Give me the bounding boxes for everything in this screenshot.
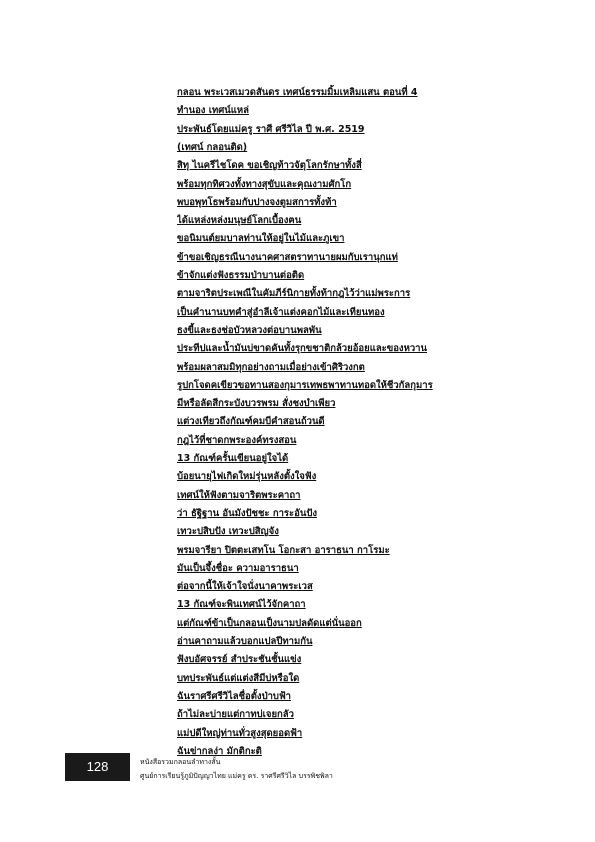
poem-line: พบอพุทโธพร้อมกับปางจงตูมสการทั้งท้า bbox=[177, 196, 337, 208]
poem-line: ได้แหล่งหล่งมนุษย์โลกเบื้องฅน bbox=[177, 215, 302, 227]
poem-line: ข้าจักแต่งฟังธรรมป่าบานต่อติด bbox=[177, 270, 305, 282]
poem-line: เป็นคำนานบทคำสู่อำลีเจ้าแต่งคอกไม้และเทียนทอง bbox=[177, 306, 385, 318]
poem-line: ต่อจากนี้ให้เจ้าใจนั่งนาคาพระเวส bbox=[177, 581, 313, 593]
poem-line: กฎไว้ที่ชาดกพระองค์ทรงสอน bbox=[177, 434, 297, 446]
poem-line: ตามจาริตประเพณีในคัมภีร์นิกายทั้งท้ากฎไว้ว่าแม่พระการ bbox=[177, 288, 411, 300]
poem-body bbox=[177, 139, 577, 761]
poem-line: ฟังบอัศจรรย์ สำประชันชั้นแข่ง bbox=[177, 654, 302, 666]
poem-line: ประทีปและน้ำมันบ่ขาดคันทั้งรุกขชาติกล้วยอ้อยและของหวาน bbox=[177, 343, 428, 355]
poem-line: ฉันข่ากลง่า มักติกะติ bbox=[177, 745, 262, 757]
poem-line: แต่วงเทียวถึงกัณฑ์คมบีคำสอนถ้วนดี bbox=[177, 416, 325, 428]
footer-book-title: หนังสือรวมกลอนลำทางสั้น bbox=[140, 758, 221, 766]
poem-line: ถ้าไม่ละบ่ายแต่กาทบ่เจยกลัว bbox=[177, 709, 294, 721]
poem-line: (เทศน์ กลอนติด) bbox=[177, 142, 248, 153]
poem-line: อ่านคาถามแล้วบอกแปลปีทามกัน bbox=[177, 636, 313, 648]
poem-line: ข้าขอเชิญธรณีนางนาคศาสตราทานายผมกับเรานุกแท่ bbox=[177, 251, 398, 263]
poem-line: เทวะปสิบปัง เทวะปสิญจัง bbox=[177, 526, 279, 538]
poem-line: มีหรือลัดสีกระบังบวรพรม สั่งชงบำเพียว bbox=[177, 398, 336, 410]
footer-publisher: ศูนย์การเรียนรู้ภูมิปัญญาไทย แม่ครู ดร. ราศรีศรีวิไล บรรพิชพิลา bbox=[140, 772, 333, 780]
poem-line: แม่ปดีใหญ่ท่านทั่วสูงสุดยอดฟ้า bbox=[177, 727, 303, 739]
poem-line: ธงขี้และธงช่อบัวหลวงต่อบานพลพัน bbox=[177, 324, 322, 336]
poem-line: 13 กัณฑ์จะพินเทศน์ไว้จักคาถา bbox=[177, 599, 306, 611]
poem-line: ฉันราศรีศรีวิไลชื่อตั้งป่าบฟ้า bbox=[177, 690, 292, 702]
poem-line: พร้อมผลาสมมิทุกอย่างถามเมื่อย่างเข้าศิริวงกต bbox=[177, 361, 365, 373]
document-title: กลอน พระเวสเมวดสันดร เทศน์ธรรมมิ้มเหลิมแสน ตอนที่ 4 bbox=[177, 87, 418, 98]
poem-line: พรมจารียา ปิตตะเสทโน โอกะสา อาราธนา กาโรมะ bbox=[177, 544, 390, 556]
poem-line: สิทุ ไนครีไชโดค ขอเชิญท้าวจัตุโลกรักษาทั้งสี่ bbox=[177, 160, 362, 172]
poem-line: ขอนิมนต์ยมบาลท่านให้อยู่ในไม้และภูเขา bbox=[177, 233, 345, 245]
poem-line: แต่กัณฑ์ข้าเป็นกลอนเป็งนามปลดัดแต่นั่นออก bbox=[177, 617, 362, 629]
poem-line: รูปกโจดคเขียวขอทานสองกุมารเทพธพาทานทอดให้ชีวกัลกุมาร bbox=[177, 379, 433, 391]
page-number: 128 bbox=[86, 759, 109, 774]
poem-line: บ้อยนายุไฟเกิดใหม่รุ่นหลังตั้งใจฟัง bbox=[177, 471, 317, 483]
poem-line: ว่า ธัฐิฐาน อันมังปัชชะ การะอันปัง bbox=[177, 507, 317, 519]
poem-line: มันเป็นจึ้งชื่อะ ความอาราธนา bbox=[177, 562, 299, 574]
attribution-line: ประพันธ์โดยแม่ครู ราศี ศรีวิไล ปี พ.ศ. 2519 bbox=[177, 123, 365, 135]
poem-line: พร้อมทุกทิศวงทั้งทางสุขับและคุณงามศักโก bbox=[177, 178, 352, 190]
poem-line: บทประพันธ์แต่แต่งสีมีบ่หรือใด bbox=[177, 672, 300, 684]
document-header bbox=[177, 84, 577, 139]
poem-line: เทศน์ให้ฟังตามจาริตพระคาถา bbox=[177, 489, 301, 501]
page-footer bbox=[140, 755, 520, 783]
melody-line: ทำนอง เทศน์แหล่ bbox=[177, 105, 249, 117]
poem-line: 13 กัณฑ์ครั้นเขียนอยู่ใจได้ bbox=[177, 453, 289, 465]
page-number-box bbox=[65, 753, 130, 781]
